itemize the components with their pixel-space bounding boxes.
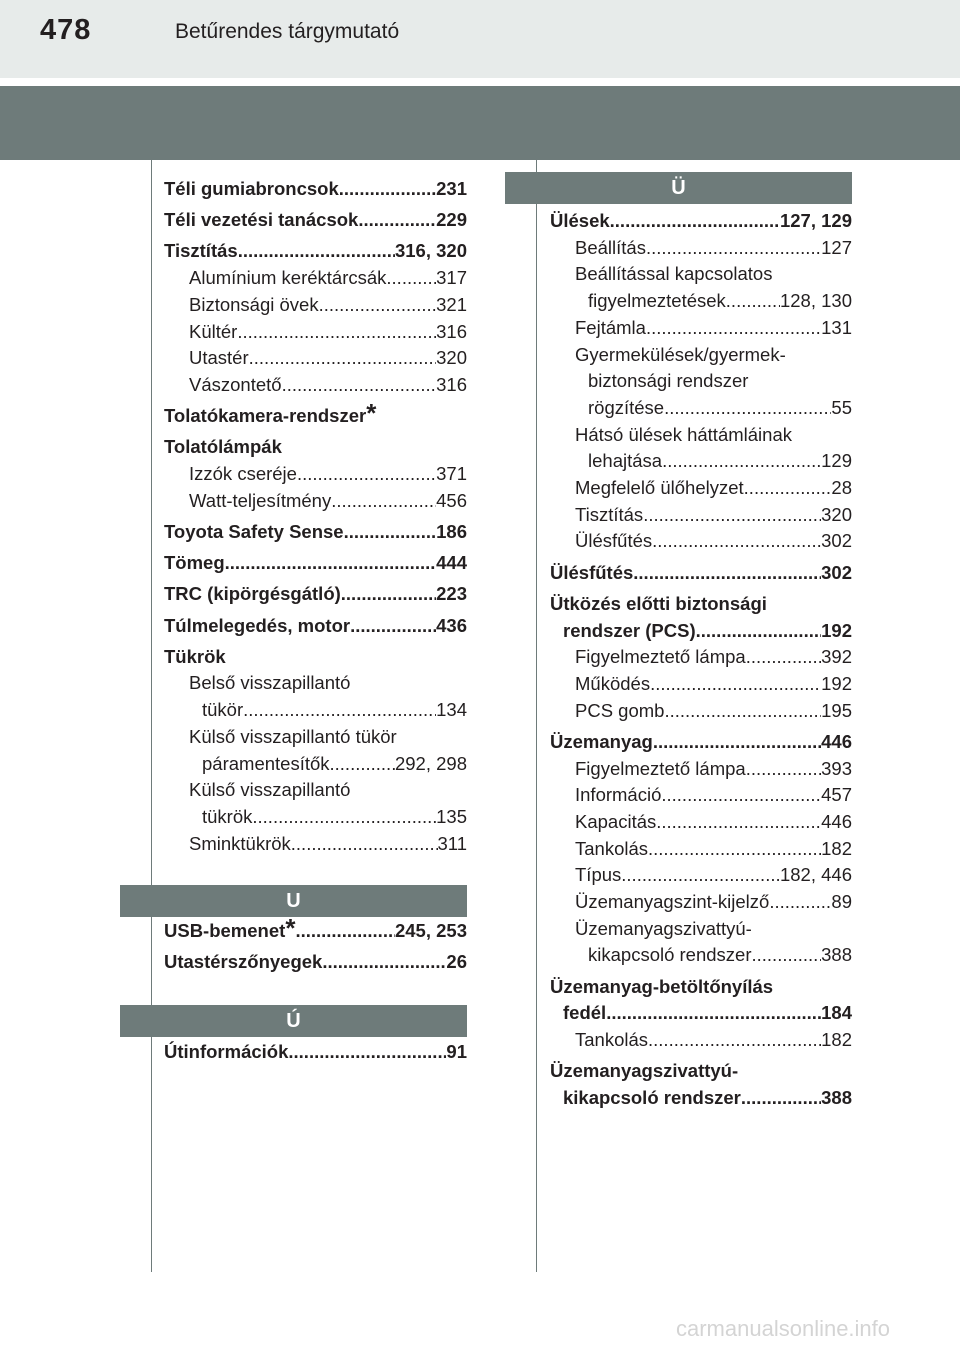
index-term: Alumínium keréktárcsák: [189, 267, 387, 289]
index-term: Kültér: [189, 320, 238, 342]
index-term: Üzemanyag-betöltőnyílás: [550, 975, 774, 997]
index-entry: [164, 949, 467, 976]
index-term: Belső visszapillantó: [189, 672, 351, 694]
index-term: Tolatólámpák: [164, 436, 282, 458]
page-reference: 186: [436, 520, 467, 542]
section-heading-u-acute-umlaut: Ü: [505, 172, 852, 204]
index-term: Ülések: [550, 210, 610, 231]
index-term: Tükrök: [164, 645, 226, 667]
index-term: Beállítással kapcsolatos: [575, 263, 773, 285]
index-entry: [550, 862, 852, 889]
index-term: Működés: [575, 672, 651, 694]
index-term: Téli gumiabroncsok: [164, 178, 339, 199]
index-term: fedél: [563, 1002, 607, 1024]
page-reference: 388: [821, 1087, 852, 1108]
index-term: Tankolás: [575, 837, 649, 859]
index-term: Ülésfűtés: [550, 561, 634, 583]
page-reference: 371: [436, 463, 467, 485]
index-entry: [164, 831, 467, 858]
index-entry: [550, 618, 852, 645]
index-entry: [164, 751, 467, 778]
index-entry: [550, 208, 852, 235]
leader-dots: [621, 862, 780, 889]
page-reference: 28: [831, 477, 852, 499]
index-entry: [164, 319, 467, 346]
page-number: 478: [40, 14, 92, 46]
index-term: TRC (kipörgésgátló): [164, 583, 341, 605]
index-column-left-t: [164, 176, 467, 857]
page-reference: 321: [436, 293, 467, 315]
leader-dots: [358, 207, 436, 234]
leader-dots: [610, 208, 780, 235]
leader-dots: [656, 809, 821, 836]
leader-dots: [339, 176, 436, 203]
index-term: Külső visszapillantó: [189, 779, 351, 801]
index-term: Figyelmeztető lámpa: [575, 757, 746, 779]
leader-dots: [291, 831, 438, 858]
leader-dots: [330, 751, 395, 778]
index-entry: [164, 372, 467, 399]
index-term: Gyermekülések/gyermek-: [575, 343, 786, 365]
page-reference: 182, 446: [779, 864, 852, 886]
index-term: kikapcsoló rendszer: [588, 944, 752, 966]
index-entry: [164, 238, 467, 265]
page-reference: 316, 320: [394, 240, 467, 262]
leader-dots: [726, 288, 780, 315]
leader-dots: [646, 315, 821, 342]
index-entry: [550, 916, 852, 943]
index-term: Hátsó ülések háttámláinak: [575, 423, 792, 445]
page-reference: 316: [436, 373, 467, 395]
page-reference: 182: [821, 837, 852, 859]
page-reference: 388: [821, 944, 852, 966]
page-reference: 302: [821, 530, 852, 552]
page-reference: 320: [436, 347, 467, 369]
index-term: páramentesítők: [202, 752, 330, 774]
index-entry: [550, 591, 852, 618]
page-title: Betűrendes tárgymutató: [175, 20, 400, 43]
index-entry: [550, 782, 852, 809]
index-term: Tisztítás: [575, 503, 644, 525]
section-heading-u: U: [120, 885, 467, 917]
index-term: Tisztítás: [164, 240, 238, 262]
column-divider-right: [536, 160, 537, 1272]
index-entry: [550, 475, 852, 502]
leader-dots: [652, 528, 821, 555]
index-entry: [164, 581, 467, 608]
leader-dots: [386, 265, 436, 292]
page-reference: 26: [446, 951, 467, 973]
page-reference: 392: [821, 646, 852, 668]
index-term: rendszer (PCS): [563, 619, 696, 641]
index-entry: [550, 288, 852, 315]
index-entry: [550, 422, 852, 449]
page-reference: 320: [821, 503, 852, 525]
header-bar: [0, 0, 960, 78]
index-entry: [550, 448, 852, 475]
index-entry: [164, 488, 467, 515]
leader-dots: [341, 581, 436, 608]
index-entry: [164, 207, 467, 234]
index-term: Utastérszőnyegek: [164, 951, 323, 973]
leader-dots: [319, 292, 437, 319]
page-reference: 182: [821, 1029, 852, 1051]
column-divider-left: [151, 160, 152, 1272]
decorative-band: [0, 86, 960, 160]
index-term: Vászontető: [189, 373, 282, 395]
leader-dots: [662, 448, 821, 475]
index-entry: [550, 560, 852, 587]
index-term: biztonsági rendszer: [588, 370, 749, 392]
page-reference: 131: [821, 316, 852, 338]
index-entry: [164, 777, 467, 804]
index-entry: [164, 265, 467, 292]
leader-dots: [741, 1085, 821, 1112]
index-entry: [164, 434, 467, 461]
page-reference: 184: [821, 1002, 852, 1024]
page-reference: 444: [436, 552, 467, 574]
leader-dots: [288, 1039, 446, 1066]
page-reference: 129: [821, 450, 852, 472]
index-entry: [164, 670, 467, 697]
leader-dots: [661, 782, 821, 809]
index-term: Watt-teljesítmény: [189, 489, 332, 511]
index-term: Útinformációk: [164, 1041, 289, 1062]
index-entry: [164, 176, 467, 203]
index-entry: [550, 502, 852, 529]
leader-dots: [648, 836, 821, 863]
index-term: Tolatókamera-rendszer: [164, 405, 367, 427]
leader-dots: [295, 918, 395, 945]
index-term: Üzemanyag: [550, 730, 653, 752]
leader-dots: [252, 804, 436, 831]
index-entry: [550, 528, 852, 555]
leader-dots: [344, 519, 437, 546]
index-entry: [550, 368, 852, 395]
index-term: Utastér: [189, 347, 249, 369]
index-entry: [164, 345, 467, 372]
page-reference: 91: [446, 1041, 467, 1062]
index-entry: [550, 261, 852, 288]
index-entry: Tolatókamera-rendszer *: [164, 403, 377, 429]
index-entry: [550, 698, 852, 725]
index-entry: [550, 729, 852, 756]
leader-dots: [350, 613, 436, 640]
index-term: PCS gomb: [575, 699, 665, 721]
page-reference: 223: [436, 583, 467, 605]
index-entry: [164, 644, 467, 671]
index-term: Izzók cseréje: [189, 463, 297, 485]
page-reference: 316: [436, 320, 467, 342]
page-reference: 192: [821, 619, 852, 641]
page-reference: 446: [821, 730, 852, 752]
page-reference: 457: [821, 784, 852, 806]
index-entry: [164, 724, 467, 751]
index-term: Üzemanyagszivattyú-: [575, 917, 752, 939]
index-term: Fejtámla: [575, 316, 646, 338]
leader-dots: [664, 698, 821, 725]
index-term: Biztonsági övek: [189, 293, 319, 315]
page-reference: 292, 298: [394, 752, 467, 774]
page-reference: 446: [821, 810, 852, 832]
page-reference: 195: [821, 699, 852, 721]
leader-dots: [769, 889, 831, 916]
index-entry: [164, 1039, 467, 1066]
index-term: Téli vezetési tanácsok: [164, 209, 359, 231]
leader-dots: [650, 671, 821, 698]
leader-dots: [633, 560, 821, 587]
index-entry: USB-bemenet * ..... 245, 253: [164, 918, 467, 945]
index-term: tükör: [202, 699, 244, 721]
leader-dots: [225, 550, 436, 577]
index-term: Megfelelő ülőhelyzet: [575, 477, 744, 499]
page-reference: 55: [831, 396, 852, 418]
leader-dots: [646, 235, 821, 262]
index-term: Üzemanyagszivattyú-: [550, 1060, 739, 1082]
index-entry: [550, 942, 852, 969]
index-entry: [164, 550, 467, 577]
index-column-left-u-acute: [164, 1039, 467, 1066]
index-term: Külső visszapillantó tükör: [189, 725, 397, 747]
page-reference: 192: [821, 672, 852, 694]
index-entry: [550, 1058, 852, 1085]
index-term: rögzítése: [588, 396, 665, 418]
page-reference: 127, 129: [779, 210, 852, 231]
page-reference: 456: [436, 489, 467, 511]
page-reference: 128, 130: [779, 290, 852, 312]
index-entry: [164, 292, 467, 319]
page-reference: 393: [821, 757, 852, 779]
index-term: Kapacitás: [575, 810, 657, 832]
index-entry: [550, 974, 852, 1001]
page-reference: 245, 253: [394, 920, 467, 941]
leader-dots: [696, 618, 822, 645]
leader-dots: [746, 644, 821, 671]
leader-dots: [664, 395, 831, 422]
leader-dots: [606, 1000, 821, 1027]
index-term: lehajtása: [588, 450, 663, 472]
index-term: Sminktükrök: [189, 832, 291, 854]
leader-dots: [653, 729, 821, 756]
index-entry: [550, 395, 852, 422]
index-term: Túlmelegedés, motor: [164, 614, 351, 636]
leader-dots: [238, 238, 395, 265]
leader-dots: [746, 756, 821, 783]
index-entry: [550, 342, 852, 369]
index-term: Ütközés előtti biztonsági: [550, 592, 767, 614]
leader-dots: [752, 942, 822, 969]
watermark: carmanualsonline.info: [676, 1316, 891, 1341]
page-reference: 229: [436, 209, 467, 231]
index-term: Figyelmeztető lámpa: [575, 646, 746, 668]
leader-dots: [643, 502, 821, 529]
index-entry: [550, 315, 852, 342]
index-term: USB-bemenet: [164, 920, 286, 941]
index-entry: [550, 1085, 852, 1112]
index-entry: [550, 836, 852, 863]
index-term: Információ: [575, 784, 662, 806]
index-entry: [550, 644, 852, 671]
index-term: Ülésfűtés: [575, 530, 653, 552]
index-term: Üzemanyagszint-kijelző: [575, 891, 770, 913]
index-term: Típus: [575, 864, 622, 886]
index-entry: [164, 697, 467, 724]
index-term: Tankolás: [575, 1029, 649, 1051]
page-reference: 135: [436, 805, 467, 827]
index-entry: [550, 235, 852, 262]
page-reference: 89: [831, 891, 852, 913]
index-entry: [550, 889, 852, 916]
index-term: Toyota Safety Sense: [164, 520, 344, 542]
index-entry: [550, 671, 852, 698]
leader-dots: [243, 697, 436, 724]
leader-dots: [322, 949, 446, 976]
index-entry: [550, 1027, 852, 1054]
page-reference: 302: [821, 561, 852, 583]
leader-dots: [237, 319, 436, 346]
leader-dots: [744, 475, 832, 502]
leader-dots: [331, 488, 436, 515]
leader-dots: [648, 1027, 821, 1054]
index-term: kikapcsoló rendszer: [563, 1087, 741, 1108]
index-entry: [164, 461, 467, 488]
page-reference: 127: [821, 236, 852, 258]
index-entry: [550, 756, 852, 783]
page-reference: 311: [437, 832, 467, 854]
page-reference: 436: [436, 614, 467, 636]
leader-dots: [282, 372, 437, 399]
index-term: tükrök: [202, 805, 253, 827]
leader-dots: [249, 345, 436, 372]
index-column-right: [550, 208, 852, 1112]
index-entry: [164, 613, 467, 640]
page-reference: 231: [436, 178, 467, 199]
index-column-left-u: [164, 918, 467, 976]
index-entry: [550, 1000, 852, 1027]
section-heading-u-acute: Ú: [120, 1005, 467, 1037]
index-entry: [164, 804, 467, 831]
index-entry: [550, 809, 852, 836]
index-term: figyelmeztetések: [588, 290, 726, 312]
page-reference: 134: [436, 699, 467, 721]
leader-dots: [297, 461, 436, 488]
page-reference: 317: [436, 267, 467, 289]
index-entry: [164, 519, 467, 546]
index-term: Beállítás: [575, 236, 646, 258]
index-term: Tömeg: [164, 552, 225, 574]
